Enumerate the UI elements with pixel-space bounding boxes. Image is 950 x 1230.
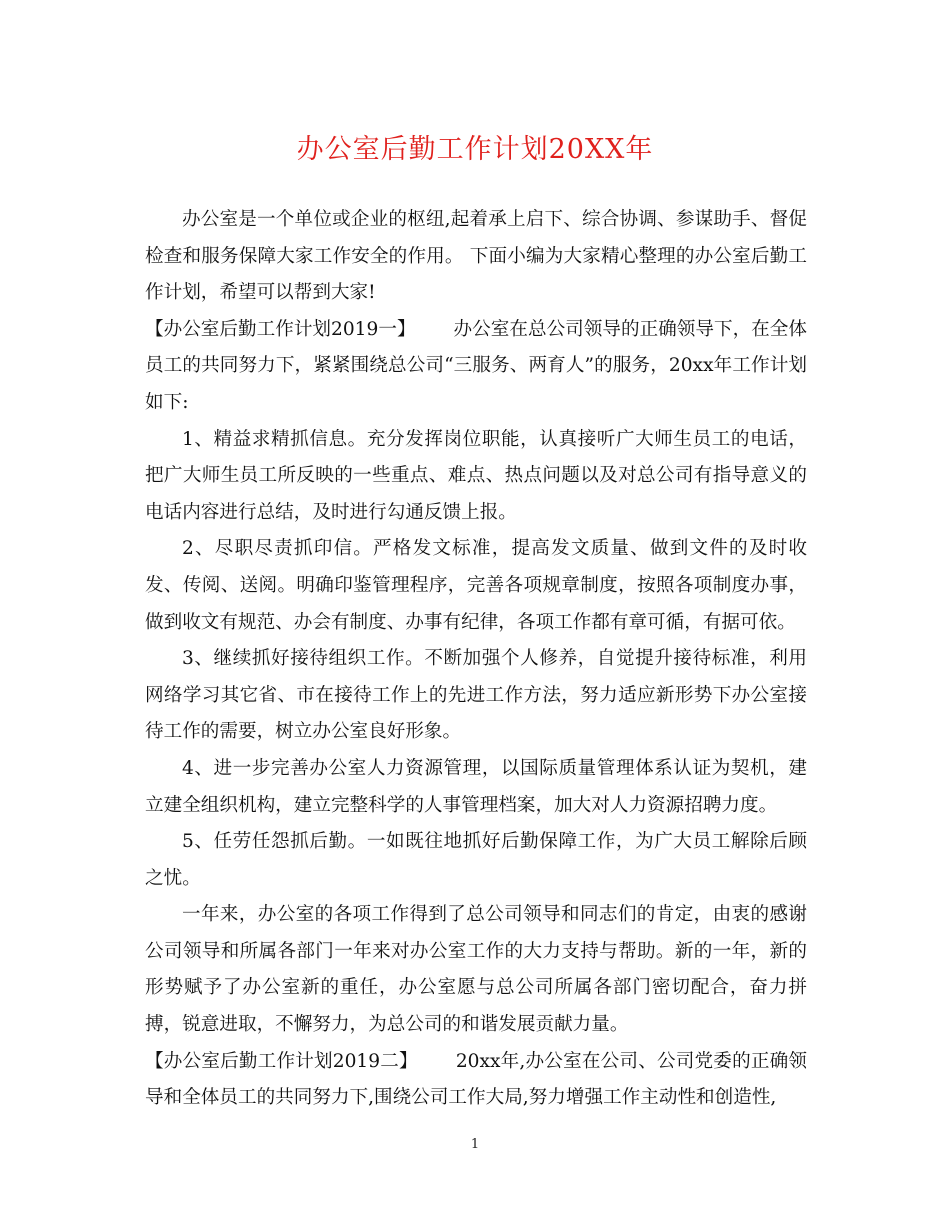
section-two-text: 20xx年,办公室在公司、公司党委的正确领导和全体员工的共同努力下,围绕公司工作大局,努力增强工作主动性和创造性, [145,1050,808,1109]
plan-item-5: 5、任劳任怨抓后勤。一如既往地抓好后勤保障工作，为广大员工解除后顾之忧。 [145,831,807,889]
plan-item-1: 1、精益求精抓信息。充分发挥岗位职能，认真接听广大师生员工的电话，把广大师生员工所反映的一些重点、难点、热点问题以及对总公司有指导意义的电话内容进行总结，及时进行勾通反馈上报。 [145,428,807,523]
section-one-text: 办公室在总公司领导的正确领导下，在全体员工的共同努力下，紧紧围绕总公司“三服务、两育人”的服务，20xx年工作计划如下: [145,318,807,413]
section-two-heading: 【办公室后勤工作计划2019二】 [145,1050,418,1072]
section-one-paragraph [145,312,807,422]
intro-paragraph: 办公室是一个单位或企业的枢纽,起着承上启下、综合协调、参谋助手、督促检查和服务保障大家工作安全的作用。 下面小编为大家精心整理的办公室后勤工作计划，希望可以帮到大家! [145,209,807,304]
document-body [145,202,807,1117]
plan-item-2: 2、尽职尽责抓印信。严格发文标准，提高发文质量、做到文件的及时收发、传阅、送阅。明确印鉴管理程序，完善各项规章制度，按照各项制度办事，做到收文有规范、办会有制度、办事有纪律，各项工作都有章可循，有据可依。 [145,538,807,633]
section-two-paragraph [145,1044,807,1117]
section-one-heading: 【办公室后勤工作计划2019一】 [145,318,416,340]
document-title: 办公室后勤工作计划20XX年 [296,134,654,165]
page-number: 1 [470,1137,480,1152]
plan-item-4: 4、进一步完善办公室人力资源管理，以国际质量管理体系认证为契机，建立建全组织机构，建立完整科学的人事管理档案，加大对人力资源招聘力度。 [145,757,807,816]
plan-item-3: 3、继续抓好接待组织工作。不断加强个人修养，自觉提升接待标准，利用网络学习其它省、市在接待工作上的先进工作方法，努力适应新形势下办公室接待工作的需要，树立办公室良好形象。 [145,648,807,743]
conclusion-paragraph: 一年来，办公室的各项工作得到了总公司领导和同志们的肯定，由衷的感谢公司领导和所属各部门一年来对办公室工作的大力支持与帮助。新的一年，新的形势赋予了办公室新的重任，办公室愿与总公司所属各部门密切配合，奋力拼搏，锐意进取，不懈努力，为总公司的和谐发展贡献力量。 [145,904,807,1036]
